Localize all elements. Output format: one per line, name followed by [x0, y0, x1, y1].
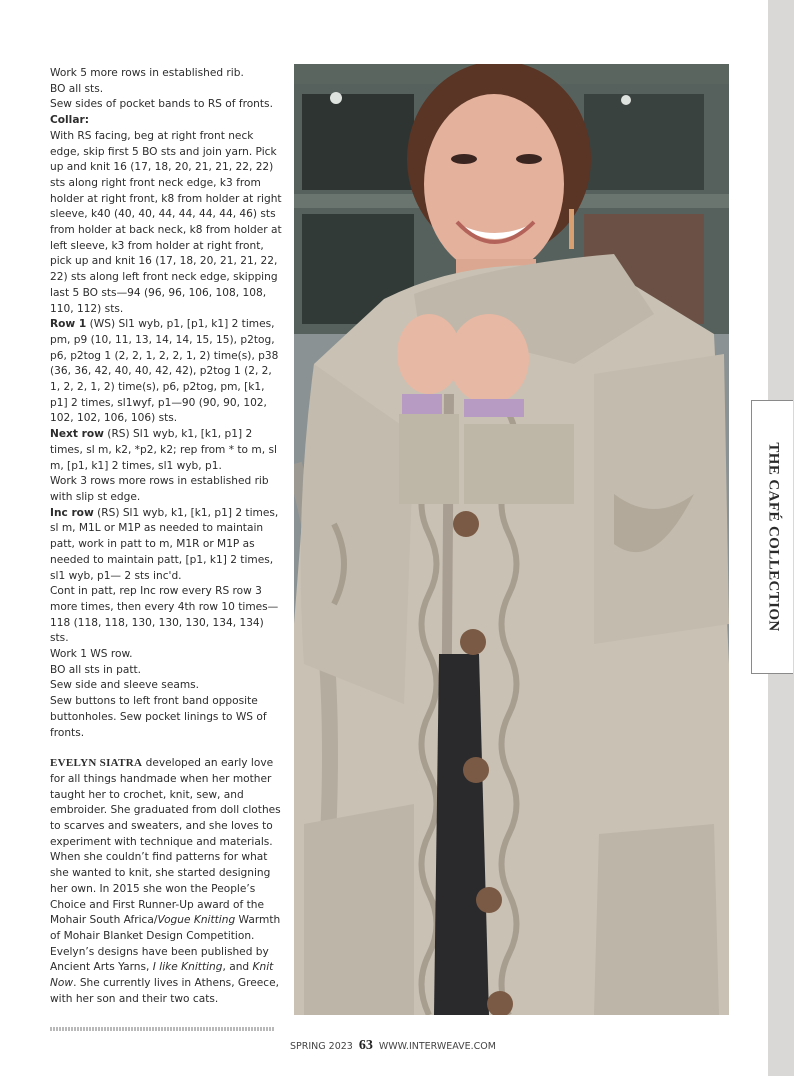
instruction-paragraph — [50, 97, 282, 113]
instruction-paragraph — [50, 694, 282, 741]
instruction-paragraph — [50, 82, 282, 98]
designer-name: EVELYN SIATRA — [50, 757, 143, 770]
pattern-instructions — [50, 66, 282, 741]
instruction-text: (RS) Sl1 wyb, k1, [k1, p1] 2 times, sl m, M1L or M1P as needed to maintain patt, work in patt to m, M1R or M1P as needed to maintain patt, [p1, k1] 2 times, sl1 wyb, p1— 2 sts inc'd. — [50, 506, 279, 582]
instruction-text: Sew sides of pocket bands to RS of fronts. — [50, 98, 273, 111]
instruction-heading: Inc row — [50, 506, 94, 519]
instruction-paragraph — [50, 317, 282, 427]
instruction-text: (RS) Sl1 wyb, k1, [k1, p1] 2 times, sl m, k2, *p2, k2; rep from * to m, sl m, [p1, k1] 2 times, sl1 wyb, p1. — [50, 428, 277, 472]
instruction-text: With RS facing, beg at right front neck edge, skip first 5 BO sts and join yarn. Pick up and knit 16 (17, 18, 20, 21, 21, 22, 22) sts along right front neck edge, k3 from holder at right front, k8 from holder at right sleeve, k40 (40, 40, 44, 44, 44, 44, 46) sts from holder at back neck, k8 from holder at left sleeve, k3 from holder at right front, pick up and knit 16 (17, 18, 20, 21, 21, 22, 22) sts along left front neck edge, skipping last 5 BO sts—94 (96, 96, 106, 108, 108, 110, 112) sts. — [50, 129, 282, 315]
footer-website: WWW.INTERWEAVE.COM — [378, 1041, 496, 1052]
instruction-heading: Next row — [50, 428, 104, 441]
instruction-text: Work 3 rows more rows in established rib with slip st edge. — [50, 475, 269, 503]
instruction-paragraph — [50, 427, 282, 474]
section-tab — [751, 400, 793, 674]
instruction-paragraph — [50, 129, 282, 317]
instruction-text: Sew buttons to left front band opposite buttonholes. Sew pocket linings to WS of fronts. — [50, 695, 267, 739]
instruction-paragraph — [50, 584, 282, 647]
instruction-heading: Row 1 — [50, 318, 87, 331]
instruction-text: Work 5 more rows in established rib. — [50, 67, 244, 79]
instruction-text: Cont in patt, rep Inc row every RS row 3 more times, then every 4th row 10 times—118 (118, 118, 130, 130, 130, 134, 134) sts. — [50, 585, 279, 645]
page-number: 63 — [358, 1038, 373, 1053]
instruction-paragraph — [50, 678, 282, 694]
page-footer — [290, 1038, 496, 1054]
instruction-text: BO all sts in patt. — [50, 663, 142, 676]
instruction-text: (WS) Sl1 wyb, p1, [p1, k1] 2 times, pm, p9 (10, 11, 13, 14, 14, 15, 15), p2tog, p6, p2tog 1 (2, 2, 1, 2, 2, 1, 2) time(s), p38 (36, 36, 42, 40, 40, 42, 42), p2tog 1 (2, 2, 1, 2, 2, 1, 2) time(s), p6, p2tog, pm, [k1, p1] 2 times, sl1wyf, p1—90 (90, 90, 102, 102, 102, 106, 106) sts. — [50, 318, 279, 425]
footer-issue: SPRING 2023 — [290, 1041, 353, 1052]
instruction-paragraph — [50, 647, 282, 663]
instruction-heading: Collar: — [50, 114, 89, 127]
instruction-text: Work 1 WS row. — [50, 648, 133, 661]
section-tab-label: THE CAFÉ COLLECTION — [765, 442, 781, 632]
instruction-paragraph — [50, 663, 282, 679]
instruction-paragraph — [50, 66, 282, 82]
designer-bio: EVELYN SIATRA developed an early love for all things handmade when her mother taught her to crochet, knit, sew, and embroider. She graduated from doll clothes to scarves and sweaters, and she loves to experiment with technique and materials. When she couldn’t find patterns for what she wanted to knit, she started designing her own. In 2015 she won the People’s Choice and First Runner-Up award of the Mohair South Africa/Vogue Knitting Warmth of Mohair Blanket Design Competition. Evelyn’s designs have been published by Ancient Arts Yarns, I like Knitting, and Knit Now. She currently lives in Athens, Greece, with her son and their two cats. — [50, 757, 281, 1005]
model-photo — [294, 64, 729, 1015]
instruction-paragraph — [50, 506, 282, 585]
instruction-paragraph — [50, 474, 282, 505]
instruction-text: BO all sts. — [50, 82, 104, 95]
bio-divider-rule — [50, 1027, 274, 1031]
instruction-text: Sew side and sleeve seams. — [50, 679, 200, 692]
pattern-text-column — [50, 66, 282, 1007]
instruction-paragraph — [50, 113, 282, 129]
